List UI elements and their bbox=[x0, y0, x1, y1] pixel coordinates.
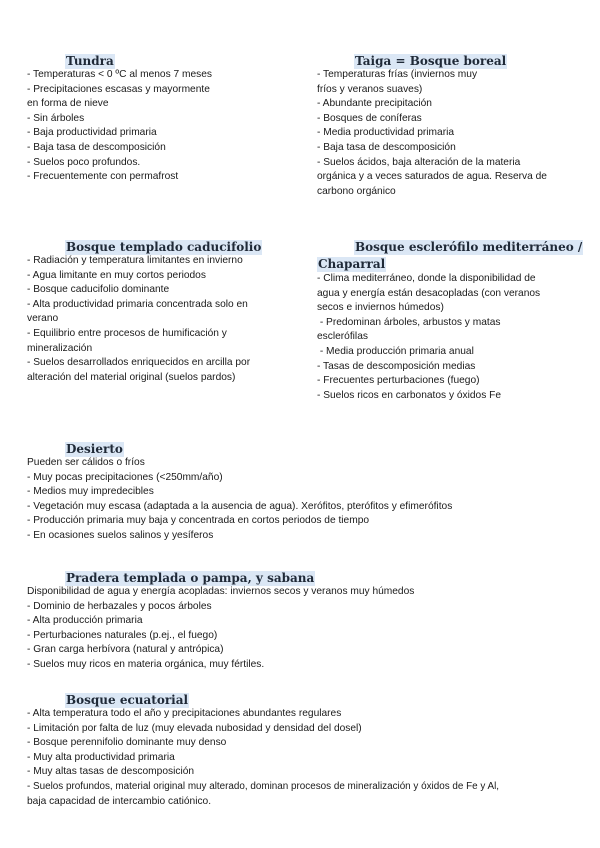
list-item: - Suelos muy ricos en materia orgánica, muy fértiles. bbox=[27, 658, 265, 670]
list-item: - Suelos profundos, material original muy alterado, dominan procesos de mineralización y óxidos de Fe y Al, bbox=[27, 780, 500, 792]
list-item: - Bosques de coníferas bbox=[317, 112, 422, 124]
section-bosque-ecuatorial bbox=[27, 691, 577, 809]
section-title: Tundra bbox=[66, 54, 114, 68]
list-item: - Equilibrio entre procesos de humificación y bbox=[27, 327, 227, 339]
section-title: Taiga = Bosque boreal bbox=[355, 54, 507, 68]
list-item: - Dominio de herbazales y pocos árboles bbox=[27, 600, 212, 612]
list-item: - Bosque perennifolio dominante muy denso bbox=[27, 737, 227, 749]
list-item: - Perturbaciones naturales (p.ej., el fuego) bbox=[27, 629, 218, 641]
list-item: - Frecuentes perturbaciones (fuego) bbox=[317, 375, 480, 387]
list-item: mineralización bbox=[27, 342, 93, 354]
list-item: fríos y veranos suaves) bbox=[317, 83, 423, 95]
list-item: Pueden ser cálidos o fríos bbox=[27, 457, 145, 468]
list-item: - Alta productividad primaria concentrada solo en bbox=[27, 298, 248, 310]
list-item: Disponibilidad de agua y energía acopladas: inviernos secos y veranos muy húmedos bbox=[27, 586, 415, 597]
list-item: - Alta producción primaria bbox=[27, 615, 143, 627]
list-item: - Muy pocas precipitaciones (<250mm/año) bbox=[27, 471, 223, 483]
list-item: - Medios muy impredecibles bbox=[27, 486, 154, 498]
list-item: - Baja tasa de descomposición bbox=[27, 141, 166, 153]
list-item: en forma de nieve bbox=[27, 98, 109, 110]
list-item: - Radiación y temperatura limitantes en invierno bbox=[27, 255, 243, 266]
list-item: verano bbox=[27, 313, 59, 325]
list-item: alteración del material original (suelos pardos) bbox=[27, 371, 236, 383]
section-taiga bbox=[317, 52, 587, 199]
section-title: Bosque esclerófilo mediterráneo / bbox=[355, 240, 583, 254]
list-item: - Baja tasa de descomposición bbox=[317, 141, 456, 153]
list-item: - Precipitaciones escasas y mayormente bbox=[27, 83, 210, 95]
section-title: Bosque templado caducifolio bbox=[66, 240, 262, 254]
section-title: Bosque ecuatorial bbox=[66, 693, 189, 707]
list-item: - Alta temperatura todo el año y precipitaciones abundantes regulares bbox=[27, 708, 342, 719]
list-item: agua y energía están desacopladas (con veranos bbox=[317, 287, 541, 299]
section-bosque-esclerofilo bbox=[317, 238, 592, 403]
list-item: - Sin árboles bbox=[27, 112, 85, 124]
list-item: secos e inviernos húmedos) bbox=[317, 302, 444, 314]
list-item: - Bosque caducifolio dominante bbox=[27, 284, 170, 296]
list-item: - Clima mediterráneo, donde la disponibilidad de bbox=[317, 273, 536, 284]
list-item: carbono orgánico bbox=[317, 185, 396, 197]
list-item: - Producción primaria muy baja y concentrada en cortos periodos de tiempo bbox=[27, 515, 370, 527]
list-item: - En ocasiones suelos salinos y yesíferos bbox=[27, 529, 214, 541]
section-bosque-templado bbox=[27, 238, 307, 385]
section-pradera bbox=[27, 569, 577, 673]
section-title-continued: Chaparral bbox=[318, 257, 386, 271]
list-item: - Suelos desarrollados enriquecidos en arcilla por bbox=[27, 357, 251, 369]
list-item: esclerófilas bbox=[317, 331, 368, 343]
list-item: - Agua limitante en muy cortos periodos bbox=[27, 269, 206, 281]
list-item: - Temperaturas < 0 ºC al menos 7 meses bbox=[27, 69, 213, 80]
list-item: baja capacidad de intercambio catiónico. bbox=[27, 795, 212, 807]
list-item: - Suelos ácidos, baja alteración de la materia bbox=[317, 156, 521, 168]
list-item: - Suelos poco profundos. bbox=[27, 156, 141, 168]
list-item: - Media productividad primaria bbox=[317, 127, 455, 139]
list-item: - Vegetación muy escasa (adaptada a la ausencia de agua). Xerófitos, pterófitos y efimerófitos bbox=[27, 500, 453, 512]
list-item: - Gran carga herbívora (natural y antrópica) bbox=[27, 644, 224, 656]
list-item: - Media producción primaria anual bbox=[317, 345, 474, 357]
list-item: - Muy alta productividad primaria bbox=[27, 751, 175, 763]
list-item: - Predominan árboles, arbustos y matas bbox=[317, 316, 501, 328]
list-item: - Abundante precipitación bbox=[317, 98, 432, 110]
section-title: Desierto bbox=[66, 442, 123, 456]
list-item: - Suelos ricos en carbonatos y óxidos Fe bbox=[317, 389, 502, 401]
list-item: - Tasas de descomposición medias bbox=[317, 360, 476, 372]
list-item: - Baja productividad primaria bbox=[27, 127, 157, 139]
list-item: - Muy altas tasas de descomposición bbox=[27, 766, 195, 778]
section-tundra bbox=[27, 52, 287, 185]
section-desierto bbox=[27, 440, 577, 544]
section-title: Pradera templada o pampa, y sabana bbox=[66, 571, 315, 585]
list-item: - Frecuentemente con permafrost bbox=[27, 171, 179, 183]
list-item: orgánica y a veces saturados de agua. Reserva de bbox=[317, 171, 547, 183]
list-item: - Temperaturas frías (inviernos muy bbox=[317, 69, 478, 80]
list-item: - Limitación por falta de luz (muy elevada nubosidad y densidad del dosel) bbox=[27, 722, 362, 734]
